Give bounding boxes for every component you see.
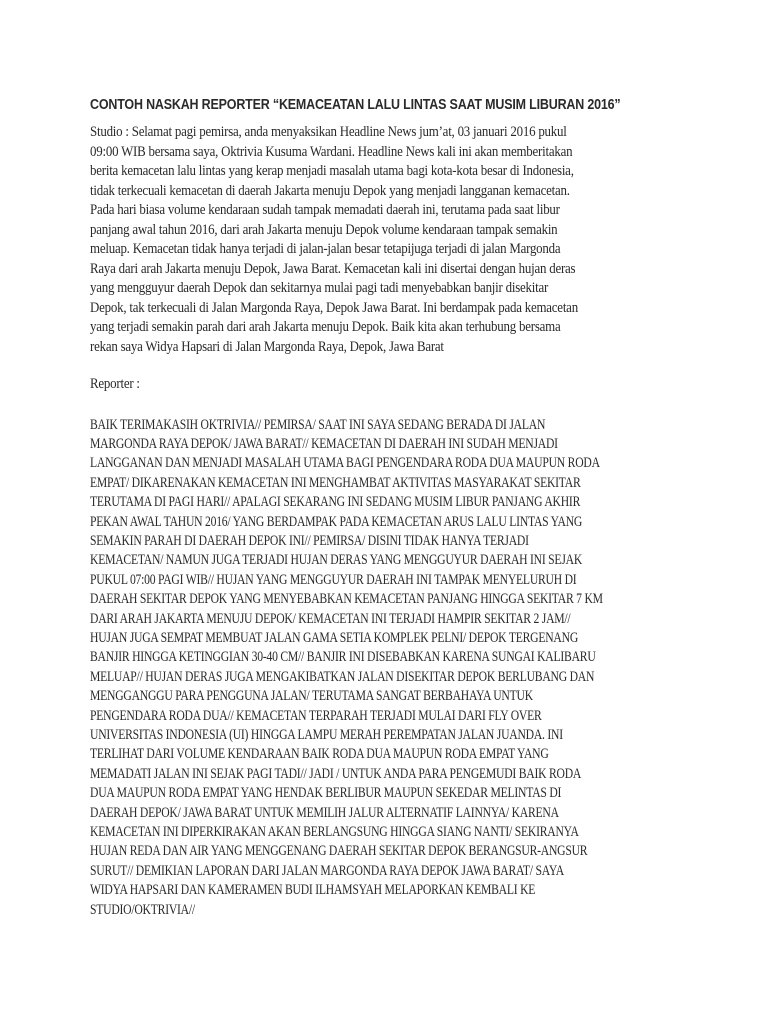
studio-text-line: berita kemacetan lalu lintas yang kerap menjadi masalah utama bagi kota-kota besar di Indonesia, <box>90 163 574 179</box>
reporter-text-line: SEMAKIN PARAH DI DAERAH DEPOK INI// PEMIRSA/ DISINI TIDAK HANYA TERJADI <box>90 532 529 549</box>
paragraph-spacer <box>90 357 690 375</box>
reporter-text-line: WIDYA HAPSARI DAN KAMERAMEN BUDI ILHAMSYAH MELAPORKAN KEMBALI KE <box>90 882 536 899</box>
reporter-text-line: SURUT// DEMIKIAN LAPORAN DARI JALAN MARGONDA RAYA DEPOK JAWA BARAT/ SAYA <box>90 862 564 879</box>
document-body <box>90 95 690 920</box>
reporter-text-line: PENGENDARA RODA DUA// KEMACETAN TERPARAH TERJADI MULAI DARI FLY OVER <box>90 707 542 724</box>
studio-text-line: yang terjadi semakin parah dari arah Jakarta menuju Depok. Baik kita akan terhubung bersama <box>90 319 561 335</box>
reporter-text-line: LANGGANAN DAN MENJADI MASALAH UTAMA BAGI PENGENDARA RODA DUA MAUPUN RODA <box>90 455 600 472</box>
studio-text-line: rekan saya Widya Hapsari di Jalan Margonda Raya, Depok, Jawa Barat <box>90 338 444 355</box>
reporter-text-line: TERLIHAT DARI VOLUME KENDARAAN BAIK RODA DUA MAUPUN RODA EMPAT YANG <box>90 746 549 763</box>
studio-text-line: 09:00 WIB bersama saya, Oktrivia Kusuma Wardani. Headline News kali ini akan memberitakan <box>90 143 573 160</box>
reporter-text-line: MARGONDA RAYA DEPOK/ JAWA BARAT// KEMACETAN DI DAERAH INI SUDAH MENJADI <box>90 435 558 452</box>
studio-text-line: Pada hari biasa volume kendaraan sudah tampak memadati daerah ini, terutama pada saat libur <box>90 202 560 218</box>
studio-text-line: tidak terkecuali kemacetan di daerah Jakarta menuju Depok yang menjadi langganan kemacetan. <box>90 182 570 199</box>
reporter-text-line: MELUAP// HUJAN DERAS JUGA MENGAKIBATKAN JALAN DISEKITAR DEPOK BERLUBANG DAN <box>90 668 595 685</box>
document-title: CONTOH NASKAH REPORTER “KEMACEATAN LALU LINTAS SAAT MUSIM LIBURAN 2016” <box>90 97 621 113</box>
paragraph-spacer <box>90 395 690 416</box>
reporter-text-line: BANJIR HINGGA KETINGGIAN 30-40 CM// BANJIR INI DISEBABKAN KARENA SUNGAI KALIBARU <box>90 649 596 666</box>
studio-text-line: Studio : Selamat pagi pemirsa, anda menyaksikan Headline News jum’at, 03 januari 2016 pukul <box>90 124 567 140</box>
reporter-text-line: DAERAH DEPOK/ JAWA BARAT UNTUK MEMILIH JALUR ALTERNATIF LAINNYA/ KARENA <box>90 804 559 821</box>
reporter-label: Reporter : <box>90 376 140 392</box>
reporter-text-line: MENGGANGGU PARA PENGGUNA JALAN/ TERUTAMA SANGAT BERBAHAYA UNTUK <box>90 688 533 705</box>
studio-text-line: Depok, tak terkecuali di Jalan Margonda Raya, Depok Jawa Barat. Ini berdampak pada kemacetan <box>90 299 578 316</box>
reporter-text-line: EMPAT/ DIKARENAKAN KEMACETAN INI MENGHAMBAT AKTIVITAS MASYARAKAT SEKITAR <box>90 474 581 491</box>
reporter-text-line: BAIK TERIMAKASIH OKTRIVIA// PEMIRSA/ SAAT INI SAYA SEDANG BERADA DI JALAN <box>90 416 546 433</box>
studio-text-line: meluap. Kemacetan tidak hanya terjadi di jalan-jalan besar tetapijuga terjadi di jalan Margonda <box>90 241 561 257</box>
reporter-text-line: DUA MAUPUN RODA EMPAT YANG HENDAK BERLIBUR MAUPUN SEKEDAR MELINTAS DI <box>90 785 562 802</box>
reporter-text-line: TERUTAMA DI PAGI HARI// APALAGI SEKARANG INI SEDANG MUSIM LIBUR PANJANG AKHIR <box>90 494 581 511</box>
studio-text-line: yang mengguyur daerah Depok dan sekitarnya mulai pagi tadi menyebabkan banjir disekitar <box>90 280 549 296</box>
studio-paragraph <box>90 123 690 357</box>
reporter-text-line: PUKUL 07:00 PAGI WIB// HUJAN YANG MENGGUYUR DAERAH INI TAMPAK MENYELURUH DI <box>90 571 577 588</box>
reporter-text-line: KEMACETAN/ NAMUN JUGA TERJADI HUJAN DERAS YANG MENGGUYUR DAERAH INI SEJAK <box>90 552 583 569</box>
reporter-text-line: PEKAN AWAL TAHUN 2016/ YANG BERDAMPAK PADA KEMACETAN ARUS LALU LINTAS YANG <box>90 513 583 530</box>
reporter-text-line: HUJAN JUGA SEMPAT MEMBUAT JALAN GAMA SETIA KOMPLEK PELNI/ DEPOK TERGENANG <box>90 629 579 646</box>
reporter-text-line: MEMADATI JALAN INI SEJAK PAGI TADI// JADI / UNTUK ANDA PARA PENGEMUDI BAIK RODA <box>90 765 582 782</box>
reporter-text-line: HUJAN REDA DAN AIR YANG MENGGENANG DAERAH SEKITAR DEPOK BERANGSUR-ANGSUR <box>90 843 588 860</box>
studio-text-line: panjang awal tahun 2016, dari arah Jakarta menuju Depok volume kendaraan tampak semakin <box>90 221 558 238</box>
reporter-text-line: STUDIO/OKTRIVIA// <box>90 901 195 918</box>
reporter-text-line: KEMACETAN INI DIPERKIRAKAN AKAN BERLANGSUNG HINGGA SIANG NANTI/ SEKIRANYA <box>90 824 579 841</box>
reporter-text-line: DARI ARAH JAKARTA MENUJU DEPOK/ KEMACETAN INI TERJADI HAMPIR SEKITAR 2 JAM// <box>90 610 571 627</box>
reporter-text-line: UNIVERSITAS INDONESIA (UI) HINGGA LAMPU MERAH PEREMPATAN JALAN JUANDA. INI <box>90 727 563 743</box>
reporter-text-line: DAERAH SEKITAR DEPOK YANG MENYEBABKAN KEMACETAN PANJANG HINGGA SEKITAR 7 KM <box>90 591 603 608</box>
studio-text-line: Raya dari arah Jakarta menuju Depok, Jawa Barat. Kemacetan kali ini disertai dengan hujan deras <box>90 260 576 277</box>
reporter-paragraph <box>90 416 690 921</box>
